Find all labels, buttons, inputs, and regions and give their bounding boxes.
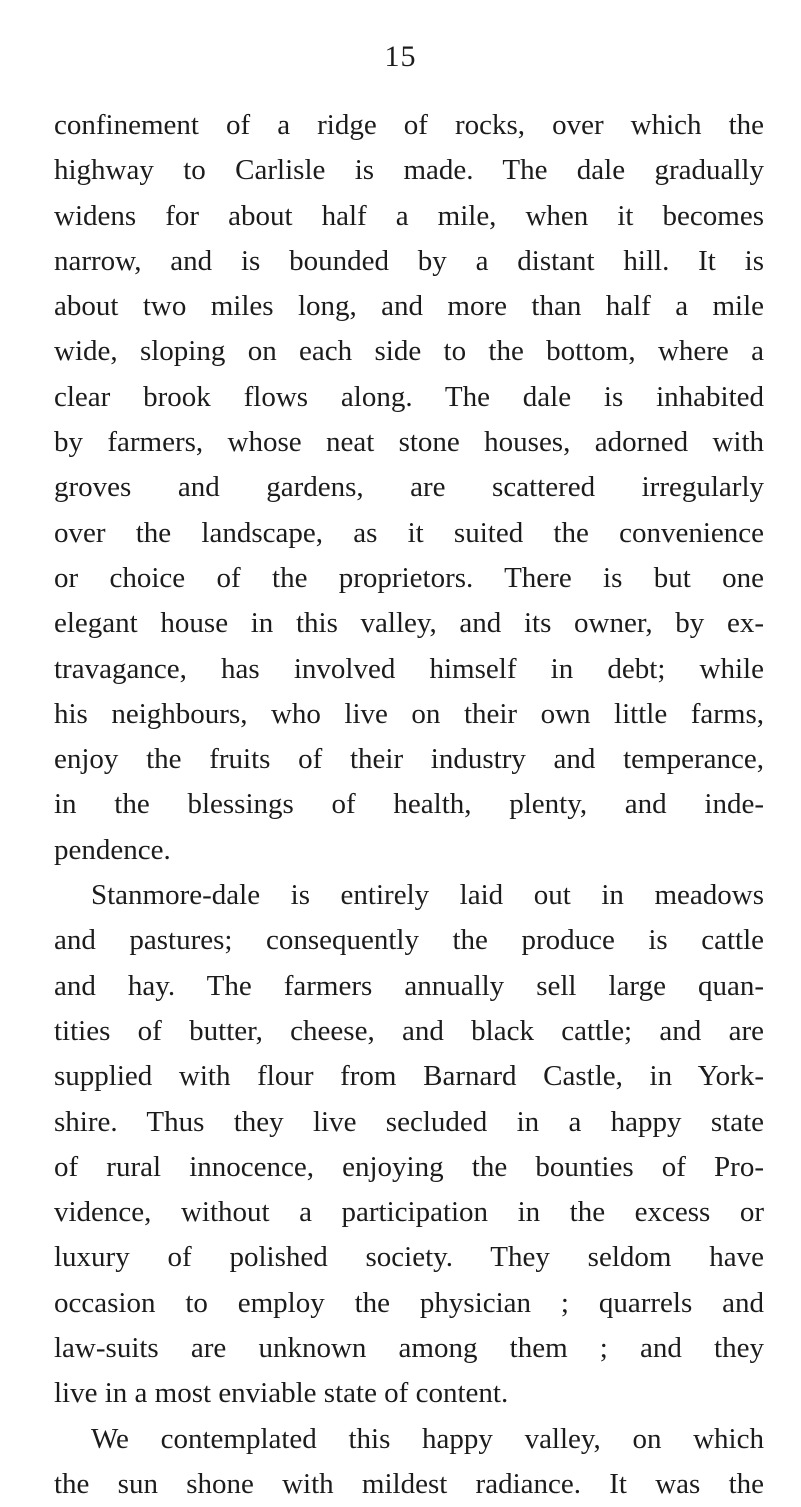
- text-line: and hay. The farmers annually sell large quan-: [54, 969, 764, 1002]
- text-line: vidence, without a participation in the excess or: [54, 1196, 764, 1229]
- text-line: of rural innocence, enjoying the bounties of Pro-: [54, 1150, 764, 1183]
- text-line: highway to Carlisle is made. The dale gradually: [54, 154, 764, 187]
- text-line: or choice of the proprietors. There is but one: [54, 561, 764, 594]
- text-line: elegant house in this valley, and its owner, by ex-: [54, 607, 764, 640]
- page-number: 15: [384, 40, 417, 73]
- text-line: clear brook flows along. The dale is inhabited: [54, 380, 764, 413]
- text-line: We contemplated this happy valley, on which: [91, 1422, 764, 1455]
- text-line: over the landscape, as it suited the convenience: [54, 516, 764, 549]
- text-line: Stanmore-dale is entirely laid out in meadows: [91, 879, 764, 912]
- text-line: widens for about half a mile, when it becomes: [54, 199, 764, 232]
- text-line: and pastures; consequently the produce is cattle: [54, 924, 764, 957]
- text-line: luxury of polished society. They seldom have: [54, 1241, 764, 1274]
- text-line: shire. Thus they live secluded in a happy state: [54, 1105, 764, 1138]
- text-line: by farmers, whose neat stone houses, adorned with: [54, 426, 764, 459]
- text-line: law-suits are unknown among them ; and they: [54, 1332, 764, 1365]
- text-line: tities of butter, cheese, and black cattle; and are: [54, 1014, 764, 1047]
- text-line: wide, sloping on each side to the bottom, where a: [54, 335, 764, 368]
- text-line: live in a most enviable state of content.: [54, 1377, 509, 1410]
- body-text: [54, 103, 764, 1507]
- text-line: travagance, has involved himself in debt; while: [54, 652, 764, 685]
- text-line: narrow, and is bounded by a distant hill. It is: [54, 244, 764, 277]
- text-line: his neighbours, who live on their own little farms,: [54, 697, 764, 730]
- text-line: occasion to employ the physician ; quarrels and: [54, 1286, 764, 1319]
- text-line: about two miles long, and more than half a mile: [54, 290, 764, 323]
- text-line: groves and gardens, are scattered irregularly: [54, 471, 764, 504]
- text-line: the sun shone with mildest radiance. It was the: [54, 1467, 764, 1500]
- text-line: supplied with flour from Barnard Castle, in York-: [54, 1060, 764, 1093]
- text-line: pendence.: [54, 833, 171, 866]
- text-line: enjoy the fruits of their industry and temperance,: [54, 743, 764, 776]
- text-line: confinement of a ridge of rocks, over which the: [54, 109, 764, 141]
- text-line: in the blessings of health, plenty, and inde-: [54, 788, 764, 821]
